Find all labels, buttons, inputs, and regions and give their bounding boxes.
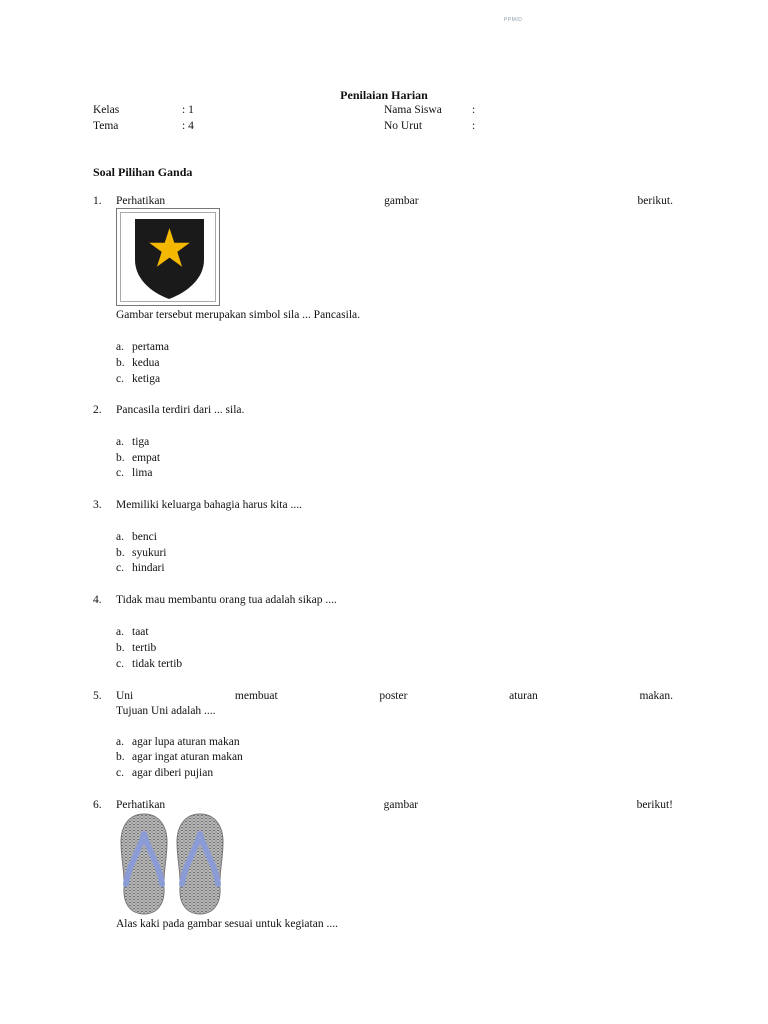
- option-letter: a.: [116, 436, 124, 448]
- option-letter: a.: [116, 626, 124, 638]
- page-title: Penilaian Harian: [340, 88, 428, 102]
- nama-siswa-value: :: [472, 104, 476, 116]
- word: Uni: [116, 690, 134, 702]
- question-image-frame: [116, 208, 220, 306]
- option-letter: b.: [116, 642, 125, 654]
- option-text: tidak tertib: [132, 658, 183, 670]
- question-number: 2.: [93, 404, 102, 416]
- option-text: agar diberi pujian: [132, 767, 214, 779]
- option-text: empat: [132, 452, 161, 464]
- option-letter: a.: [116, 531, 124, 543]
- word: berikut.: [637, 195, 673, 207]
- sandals-icon: [117, 812, 229, 916]
- word: Perhatikan: [116, 195, 166, 207]
- kelas-value: : 1: [182, 104, 194, 116]
- question-number: 3.: [93, 499, 102, 511]
- option-letter: a.: [116, 341, 124, 353]
- option-letter: c.: [116, 562, 124, 574]
- word: gambar: [384, 195, 419, 207]
- question-number: 6.: [93, 799, 102, 811]
- option-letter: c.: [116, 373, 124, 385]
- option-text: lima: [132, 467, 153, 479]
- option-letter: b.: [116, 452, 125, 464]
- question-text: Tidak mau membantu orang tua adalah sikap ....: [116, 594, 337, 606]
- shield-star-icon: [116, 208, 220, 306]
- word: aturan: [509, 690, 538, 702]
- question-number: 5.: [93, 690, 102, 702]
- question-text: Memiliki keluarga bahagia harus kita ....: [116, 499, 302, 511]
- question-line: [116, 799, 673, 811]
- option-text: hindari: [132, 562, 165, 574]
- question-text: Gambar tersebut merupakan simbol sila ... Pancasila.: [116, 309, 360, 321]
- option-letter: b.: [116, 547, 125, 559]
- tema-label: Tema: [93, 120, 119, 132]
- word: poster: [379, 690, 408, 702]
- no-urut-label: No Urut: [384, 120, 423, 132]
- nama-siswa-label: Nama Siswa: [384, 104, 442, 116]
- option-text: agar ingat aturan makan: [132, 751, 243, 763]
- option-text: tiga: [132, 436, 150, 448]
- option-letter: b.: [116, 751, 125, 763]
- no-urut-value: :: [472, 120, 476, 132]
- question-text: Tujuan Uni adalah ....: [116, 705, 216, 717]
- option-text: agar lupa aturan makan: [132, 736, 240, 748]
- question-number: 4.: [93, 594, 102, 606]
- word: membuat: [234, 690, 278, 702]
- option-text: ketiga: [132, 373, 161, 385]
- question-line: [116, 195, 673, 207]
- word: Perhatikan: [116, 799, 166, 811]
- word: gambar: [383, 799, 419, 811]
- watermark: PPMID: [504, 17, 523, 23]
- option-text: pertama: [132, 341, 170, 353]
- option-text: tertib: [132, 642, 157, 654]
- option-letter: b.: [116, 357, 125, 369]
- option-letter: a.: [116, 736, 124, 748]
- kelas-label: Kelas: [93, 104, 120, 116]
- option-text: kedua: [132, 357, 160, 369]
- option-letter: c.: [116, 467, 124, 479]
- question-text: Alas kaki pada gambar sesuai untuk kegiatan ....: [116, 918, 338, 930]
- option-text: benci: [132, 531, 157, 543]
- tema-value: : 4: [182, 120, 194, 132]
- word: makan.: [639, 690, 673, 702]
- question-line: [116, 690, 673, 702]
- option-letter: c.: [116, 767, 124, 779]
- section-title: Soal Pilihan Ganda: [93, 165, 193, 179]
- question-text: Pancasila terdiri dari ... sila.: [116, 404, 245, 416]
- question-number: 1.: [93, 195, 102, 207]
- word: berikut!: [636, 799, 673, 811]
- option-text: syukuri: [132, 547, 167, 559]
- option-letter: c.: [116, 658, 124, 670]
- option-text: taat: [132, 626, 149, 638]
